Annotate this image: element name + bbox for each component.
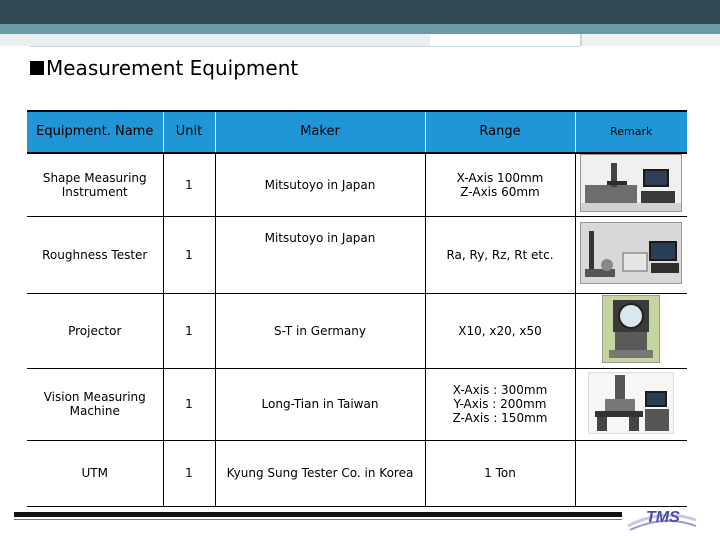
header-remark: Remark (575, 111, 687, 153)
range-cell: Ra, Ry, Rz, Rt etc. (425, 216, 575, 293)
logo-text: TMS (646, 509, 680, 526)
vision-measuring-machine-photo (588, 372, 674, 434)
vision-measuring-machine-image (589, 373, 673, 433)
table-header-row (27, 111, 687, 153)
table-row (27, 440, 687, 506)
maker-cell: Mitsutoyo in Japan (215, 216, 425, 293)
maker-cell: Kyung Sung Tester Co. in Korea (215, 440, 425, 506)
remark-cell (575, 368, 687, 440)
roughness-tester-photo (580, 222, 682, 284)
table-row (27, 293, 687, 368)
range-cell: X-Axis 100mm Z-Axis 60mm (425, 153, 575, 216)
remark-cell (575, 440, 687, 506)
header-right-band (582, 34, 720, 46)
header-light-band (0, 34, 430, 46)
unit-cell: 1 (163, 153, 215, 216)
header-notch (430, 34, 582, 46)
page-title (30, 56, 298, 80)
shape-measuring-instrument-image (581, 155, 681, 211)
equipment-table (27, 110, 687, 507)
equipment-name-cell: Vision Measuring Machine (27, 368, 163, 440)
title-bullet-icon (30, 61, 44, 75)
shape-measuring-instrument-photo (580, 154, 682, 212)
page-title-text: Measurement Equipment (46, 56, 299, 80)
header-maker: Maker (215, 111, 425, 153)
range-cell: X-Axis : 300mm Y-Axis : 200mm Z-Axis : 150mm (425, 368, 575, 440)
maker-cell: S-T in Germany (215, 293, 425, 368)
projector-photo (602, 295, 660, 363)
unit-cell: 1 (163, 293, 215, 368)
projector-image (603, 296, 659, 362)
header-range: Range (425, 111, 575, 153)
maker-cell: Long-Tian in Taiwan (215, 368, 425, 440)
header-band (0, 0, 720, 24)
unit-cell: 1 (163, 216, 215, 293)
unit-cell: 1 (163, 368, 215, 440)
header-equipment-name: Equipment. Name (27, 111, 163, 153)
range-cell: X10, x20, x50 (425, 293, 575, 368)
roughness-tester-image (581, 223, 681, 283)
remark-cell (575, 216, 687, 293)
title-rule (30, 46, 580, 47)
table-row (27, 216, 687, 293)
footer-rule (14, 519, 622, 520)
header-unit: Unit (163, 111, 215, 153)
footer-bar (14, 512, 622, 517)
table-row (27, 153, 687, 216)
company-logo (626, 500, 698, 534)
range-cell: 1 Ton (425, 440, 575, 506)
equipment-name-cell: Roughness Tester (27, 216, 163, 293)
maker-cell: Mitsutoyo in Japan (215, 153, 425, 216)
equipment-name-cell: UTM (27, 440, 163, 506)
remark-cell (575, 153, 687, 216)
unit-cell: 1 (163, 440, 215, 506)
equipment-name-cell: Projector (27, 293, 163, 368)
equipment-name-cell: Shape Measuring Instrument (27, 153, 163, 216)
remark-cell (575, 293, 687, 368)
table-row (27, 368, 687, 440)
header-accent-band (0, 24, 720, 34)
tms-logo-icon (626, 500, 698, 534)
